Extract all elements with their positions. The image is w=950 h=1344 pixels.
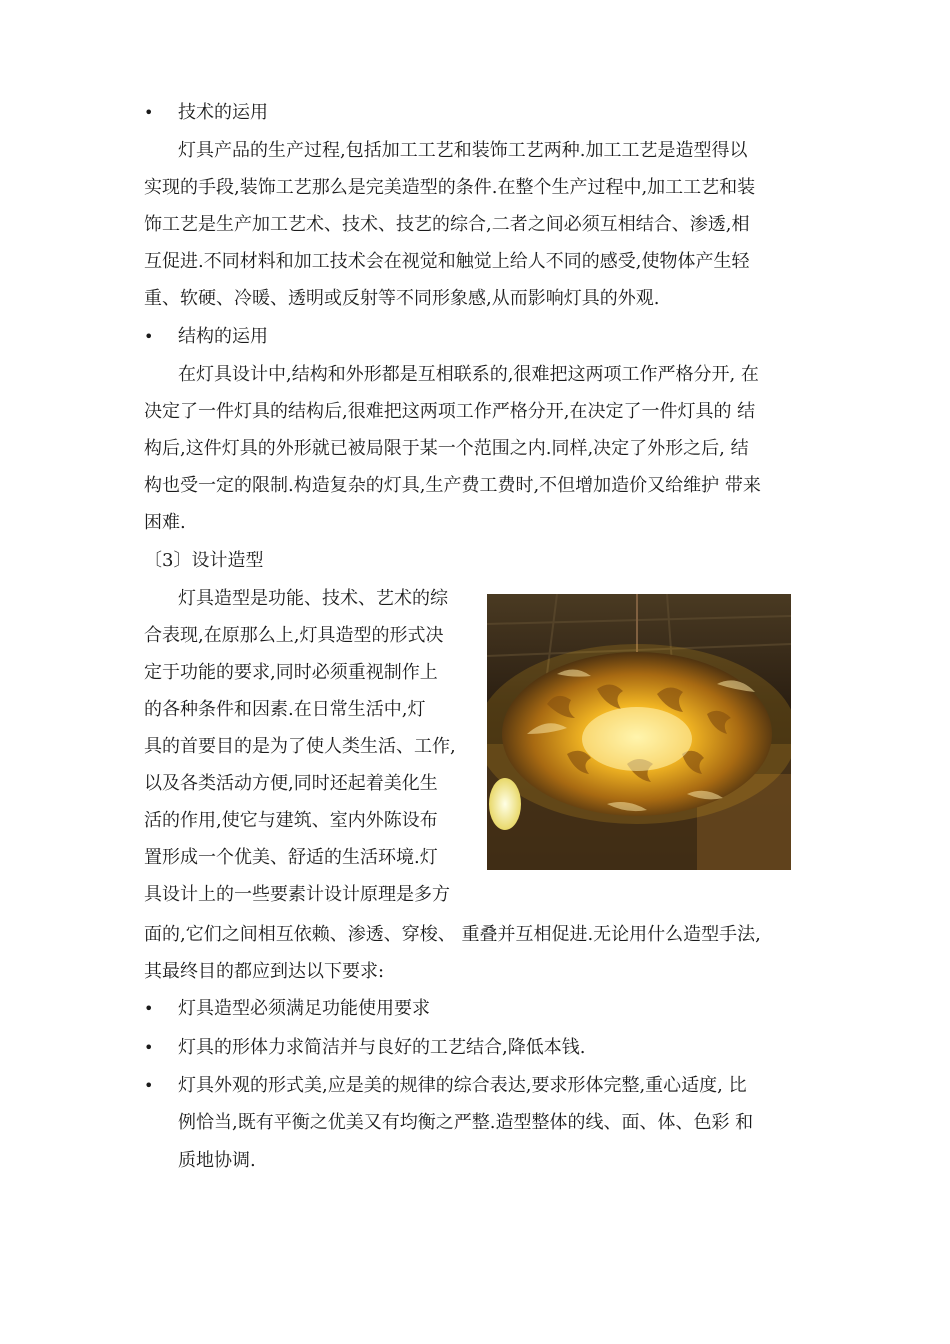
design-heading: 〔3〕设计造型	[144, 550, 264, 571]
bullet-marker: •	[144, 1076, 154, 1095]
design-line: 以及各类活动方便,同时还起着美化生	[144, 773, 438, 794]
design-line: 具设计上的一些要素计设计原理是多方	[144, 884, 450, 905]
bullet-marker: •	[144, 1038, 154, 1057]
bullet-marker: •	[144, 327, 154, 346]
struct-line: 在灯具设计中,结构和外形都是互相联系的,很难把这两项工作严格分开, 在	[178, 364, 759, 385]
design-line: 置形成一个优美、舒适的生活环境.灯	[144, 847, 438, 868]
struct-line: 构也受一定的限制.构造复杂的灯具,生产费工费时,不但增加造价又给维护 带来	[144, 475, 761, 496]
lamp-photo	[487, 594, 791, 870]
bullet-marker: •	[144, 103, 154, 122]
design-line: 活的作用,使它与建筑、室内外陈设布	[144, 810, 438, 831]
tech-line: 实现的手段,装饰工艺那么是完美造型的条件.在整个生产过程中,加工工艺和装	[144, 177, 756, 198]
design-line: 具的首要目的是为了使人类生活、工作,	[144, 736, 456, 757]
struct-line: 构后,这件灯具的外形就已被局限于某一个范围之内.同样,决定了外形之后, 结	[144, 438, 749, 459]
bullet-marker: •	[144, 999, 154, 1018]
struct-line: 困难.	[144, 512, 186, 533]
requirement-item: 例恰当,既有平衡之优美又有均衡之严整.造型整体的线、面、体、色彩 和	[178, 1112, 754, 1133]
struct-heading: 结构的运用	[178, 326, 268, 347]
requirement-item: 质地协调.	[178, 1150, 256, 1171]
design-line: 其最终目的都应到达以下要求:	[144, 961, 385, 982]
design-line: 合表现,在原那么上,灯具造型的形式决	[144, 625, 444, 646]
requirement-item: 灯具造型必须满足功能使用要求	[178, 998, 430, 1019]
lamp-illustration	[487, 594, 791, 870]
struct-line: 决定了一件灯具的结构后,很难把这两项工作严格分开,在决定了一件灯具的 结	[144, 401, 756, 422]
design-line: 定于功能的要求,同时必须重视制作上	[144, 662, 438, 683]
tech-line: 饰工艺是生产加工艺术、技术、技艺的综合,二者之间必须互相结合、渗透,相	[144, 214, 750, 235]
tech-line: 重、软硬、冷暖、透明或反射等不同形象感,从而影响灯具的外观.	[144, 288, 660, 309]
design-line: 的各种条件和因素.在日常生活中,灯	[144, 699, 426, 720]
tech-line: 互促进.不同材料和加工技术会在视觉和触觉上给人不同的感受,使物体产生轻	[144, 251, 750, 272]
tech-line: 灯具产品的生产过程,包括加工工艺和装饰工艺两种.加工工艺是造型得以	[178, 140, 748, 161]
requirement-item: 灯具的形体力求简洁并与良好的工艺结合,降低本钱.	[178, 1037, 586, 1058]
tech-heading: 技术的运用	[178, 102, 268, 123]
requirement-item: 灯具外观的形式美,应是美的规律的综合表达,要求形体完整,重心适度, 比	[178, 1075, 747, 1096]
design-line: 灯具造型是功能、技术、艺术的综	[178, 588, 448, 609]
design-line: 面的,它们之间相互依赖、渗透、穿梭、 重叠并互相促进.无论用什么造型手法,	[144, 924, 761, 945]
